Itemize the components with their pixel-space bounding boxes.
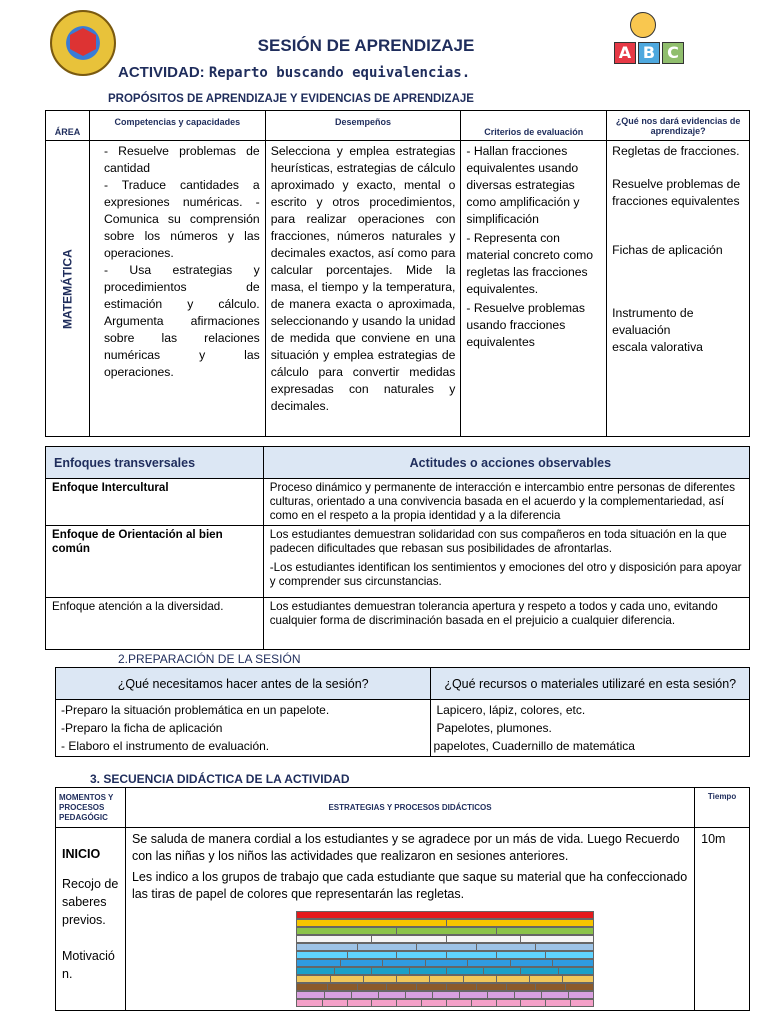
area-cell: MATEMÁTICA [46,141,90,437]
header-resources: ¿Qué recursos o materiales utilizaré en esta sesión? [431,668,750,700]
block-letter-c: C [662,42,684,64]
evidence-item: Resuelve problemas de fracciones equivalentes [612,177,741,208]
fraction-bar-divider [378,992,379,998]
fraction-bar-divider [562,976,563,982]
evidence-item: Instrumento de evaluación escala valorativa [612,306,703,354]
fraction-bar-divider [386,984,387,990]
sequence-table [55,787,750,1011]
fraction-bar [296,943,594,951]
evidence-cell [607,141,750,437]
strategies-cell [125,828,694,1011]
fraction-bar-divider [467,960,468,966]
fraction-bar-divider [382,960,383,966]
fraction-bar-divider [396,952,397,958]
fraction-bar-divider [514,992,515,998]
fraction-bar-divider [357,984,358,990]
moment-title: INICIO [62,847,101,861]
fraction-bar [296,911,594,919]
activity-label: ACTIVIDAD: [118,64,205,81]
fraction-bar-divider [371,936,372,942]
fraction-bar [296,951,594,959]
fraction-bar-divider [429,976,430,982]
fraction-bar-divider [357,944,358,950]
fraction-bar-divider [496,1000,497,1006]
fraction-bar-divider [520,1000,521,1006]
fraction-bar-divider [327,984,328,990]
fraction-bar-divider [552,960,553,966]
header-evidence: ¿Qué nos dará evidencias de aprendizaje? [607,111,750,141]
before-item: -Preparo la situación problemática en un papelote. [61,703,330,717]
performances-cell: Selecciona y emplea estrategias heurísticas, estrategias de cálculo aproximado y exacto, mental o escrito y otros procedimientos, para realizar operaciones con fracciones, números naturales y decimales exactos, así como para calcular porcentajes. Mide la masa, el tiempo y la temperatura, de manera exacta o aproximada, seleccionando y usando la unidad de medida que conviene en una situación y emplea estrategias de cálculo para convertir medidas expresadas con naturales y decimales. [265,141,461,437]
fraction-bar [296,999,594,1007]
header-actions: Actitudes o acciones observables [263,447,749,479]
fraction-bar [296,927,594,935]
fraction-bar [296,975,594,983]
fraction-bar-divider [459,992,460,998]
fraction-bar-divider [471,1000,472,1006]
fraction-bar-divider [363,976,364,982]
block-letter-b: B [638,42,660,64]
fraction-bar-divider [421,1000,422,1006]
fraction-bar-divider [334,968,335,974]
fraction-bar-divider [565,984,566,990]
fraction-bar-divider [496,976,497,982]
sequence-title: 3. SECUENCIA DIDÁCTICA DE LA ACTIVIDAD [90,772,350,786]
fraction-bar [296,967,594,975]
header-area: ÁREA [46,111,90,141]
fraction-bar-divider [405,992,406,998]
fraction-bar-divider [496,928,497,934]
fraction-bar-divider [545,952,546,958]
page-title: SESIÓN DE APRENDIZAJE [257,36,475,55]
fraction-bar-divider [432,992,433,998]
fraction-bar-divider [351,992,352,998]
fraction-bar [296,991,594,999]
fraction-bar-divider [545,1000,546,1006]
fraction-bar [296,919,594,927]
fraction-bar-divider [535,984,536,990]
fraction-bar-divider [416,944,417,950]
fraction-bar-divider [529,976,530,982]
activity-line [118,64,470,81]
fraction-bar-divider [347,1000,348,1006]
fraction-bar [296,935,594,943]
fraction-bar-divider [568,992,569,998]
resource-item: papelotes, Cuadernillo de matemática [433,739,635,753]
header-moments: MOMENTOS Y PROCESOS PEDAGÓGIC [56,788,126,828]
header-strategies: ESTRATEGIAS Y PROCESOS DIDÁCTICOS [125,788,694,828]
fraction-bar-divider [520,968,521,974]
fraction-bar-divider [476,984,477,990]
fraction-bar-divider [476,944,477,950]
approach-action: -Los estudiantes identifican los sentimientos y emociones del otro y disposición para apoyar y comprender sus circunstancias. [269,561,742,588]
approach-action: Los estudiantes demuestran tolerancia apertura y respeto a todos y cada uno, evitando cualquier forma de discriminación basada en el prejuicio a cualquier diferencia. [263,598,749,650]
fraction-bar-divider [322,1000,323,1006]
before-item: - Elaboro el instrumento de evaluación. [61,739,270,753]
header-performances: Desempeños [265,111,461,141]
fraction-bar-divider [570,1000,571,1006]
criteria-cell [461,141,607,437]
fraction-bar-divider [396,928,397,934]
block-letter-a: A [614,42,636,64]
fraction-bar-divider [396,1000,397,1006]
fraction-bar-divider [446,920,447,926]
fraction-bar-divider [371,968,372,974]
fraction-bar-divider [535,944,536,950]
fraction-bar-divider [446,968,447,974]
purposes-table [45,110,750,437]
fraction-bar-divider [425,960,426,966]
fraction-bar-divider [487,992,488,998]
criterion-item: - Hallan fracciones equivalentes usando diversas estrategias como amplificación y simplificación [466,144,580,226]
fraction-bar-divider [496,952,497,958]
fraction-bar-divider [416,984,417,990]
criterion-item: - Resuelve problemas usando fracciones equivalentes [466,301,585,349]
resource-item: Papelotes, plumones. [436,721,552,735]
fraction-bar [296,959,594,967]
evidence-item: Regletas de fracciones. [612,144,740,158]
fraction-bar-divider [483,968,484,974]
strategy-text: Se saluda de manera cordial a los estudiantes y se agradece por un más de vida. Luego Recuerdo con las niñas y los niños las actividades que realizaron en sesiones anteriores. [131,832,680,863]
before-item: -Preparo la ficha de aplicación [61,721,223,735]
approach-name: Enfoque Intercultural [46,479,264,526]
fraction-bar-divider [446,1000,447,1006]
approach-action: Proceso dinámico y permanente de interacción e intercambio entre personas de diferentes culturas, orientado a una convivencia basada en el acuerdo y la complementariedad, así como en el respeto a la propia identidad y a la diferencia [263,479,749,526]
fraction-bar-divider [324,992,325,998]
fraction-bar-divider [347,952,348,958]
approach-name: Enfoque atención a la diversidad. [46,598,264,650]
resources-list [431,700,750,757]
header-approaches: Enfoques transversales [46,447,264,479]
fraction-bars-image [296,911,594,1007]
fraction-bar-divider [446,952,447,958]
fraction-bar-divider [520,936,521,942]
moment-item: Recojo de saberes previos. [62,877,119,927]
fraction-bar-divider [409,968,410,974]
fraction-bar-divider [340,960,341,966]
purposes-title: PROPÓSITOS DE APRENDIZAJE Y EVIDENCIAS DE APRENDIZAJE [108,93,474,105]
header-competencies: Competencias y capacidades [89,111,265,141]
approaches-table [45,446,750,650]
preparation-title: 2.PREPARACIÓN DE LA SESIÓN [118,652,301,666]
approach-name: Enfoque de Orientación al bien común [46,526,264,598]
fraction-bar-divider [510,960,511,966]
criterion-item: - Representa con material concreto como regletas las fracciones equivalentes. [466,231,594,296]
fraction-bar-divider [330,976,331,982]
approach-actions [263,526,749,598]
resource-item: Lapicero, lápiz, colores, etc. [436,703,586,717]
fraction-bar-divider [396,976,397,982]
time-cell: 10m [695,828,750,1011]
fraction-bar-divider [463,976,464,982]
header-criteria: Criterios de evaluación [461,111,607,141]
fraction-bar-divider [446,984,447,990]
approach-action: Los estudiantes demuestran solidaridad con sus compañeros en toda situación en la que padecen dificultades que rebasan sus posibilidades de afrontarlas. [269,528,727,555]
competencies-cell: - Resuelve problemas de cantidad - Traduce cantidades a expresiones numéricas. - Comunica su comprensión sobre los números y las operaciones. - Usa estrategias y procedimientos de estimación y cálculo. Argumenta afirmaciones sobre las relaciones numéricas y las operaciones. [89,141,265,437]
before-list [56,700,431,757]
strategy-text: Les indico a los grupos de trabajo que cada estudiante que saque su material que ha confeccionado las tiras de papel de colores que representarán las regletas. [131,870,688,901]
fraction-bar-divider [446,936,447,942]
header-before: ¿Qué necesitamos hacer antes de la sesión? [56,668,431,700]
fraction-bar [296,983,594,991]
header-time: Tiempo [695,788,750,828]
moment-cell [56,828,126,1011]
fraction-bar-divider [541,992,542,998]
fraction-bar-divider [506,984,507,990]
preparation-table [55,667,750,757]
evidence-item: Fichas de aplicación [612,243,723,257]
fraction-bar-divider [558,968,559,974]
moment-item: Motivació n. [62,949,115,981]
fraction-bar-divider [371,1000,372,1006]
activity-value: Reparto buscando equivalencias. [208,65,471,81]
